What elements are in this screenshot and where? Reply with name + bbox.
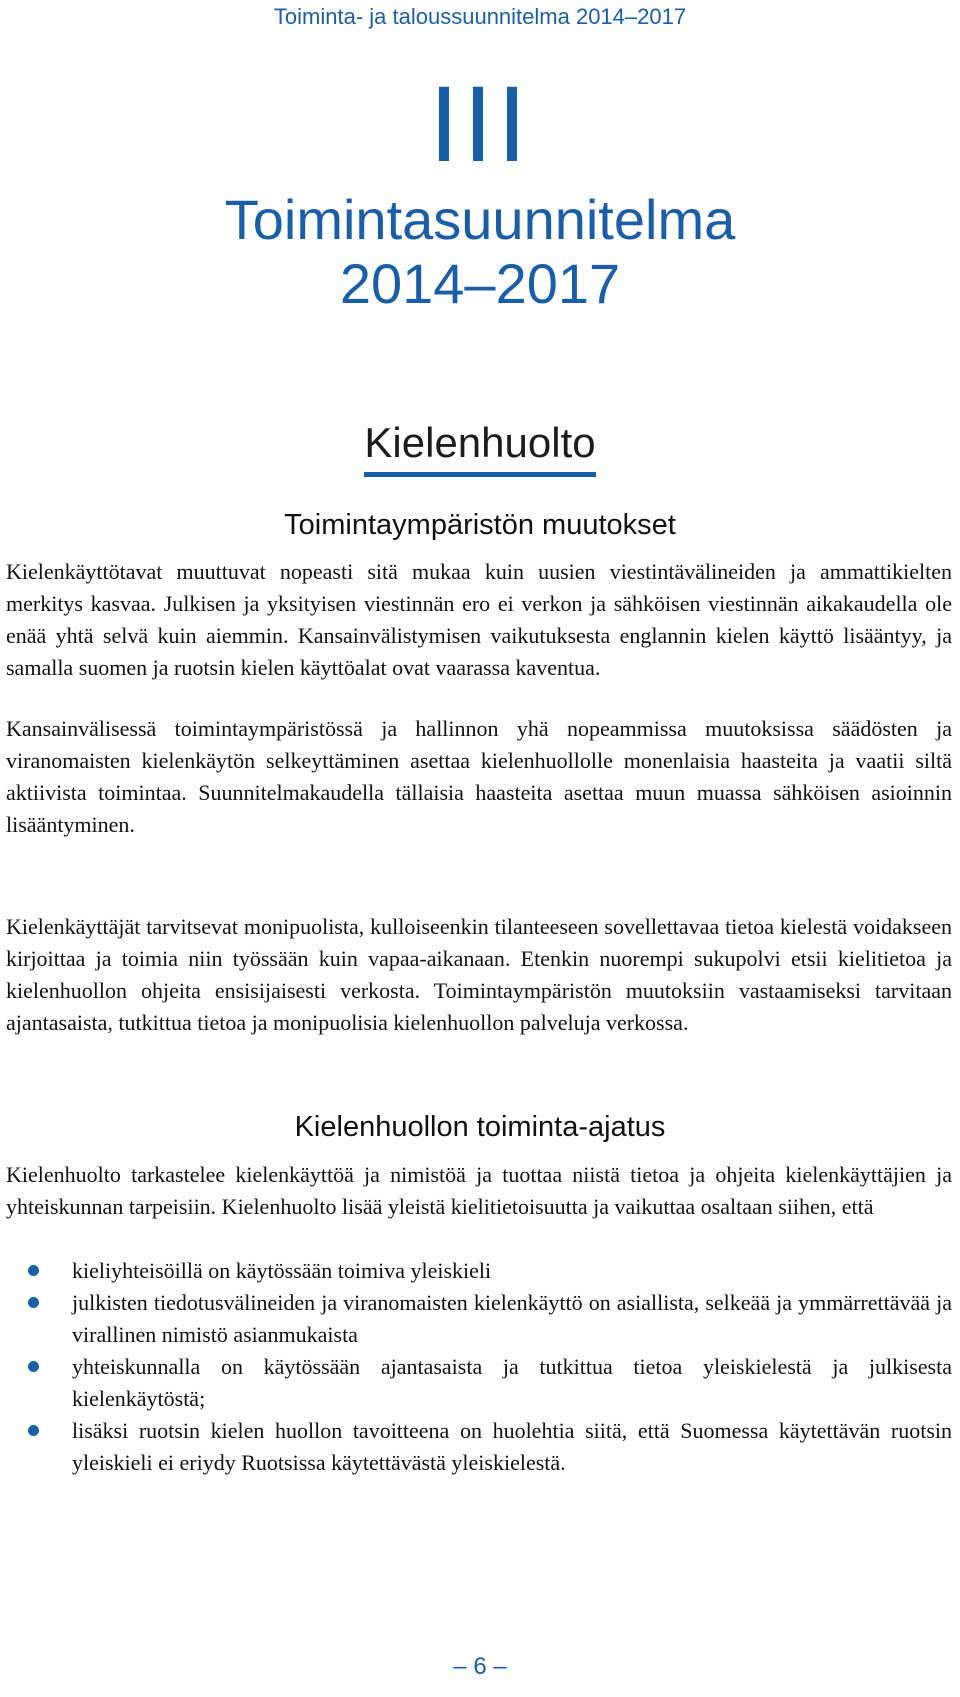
paragraph-text: Kielenhuolto tarkastelee kielenkäyttöä ja nimistöä ja tuottaa niistä tietoa ja ohjeita kielenkäyttäjien ja yhteiskunnan tarpeisiin. Kielenhuolto lisää yleistä kielitietoisuutta ja vaikuttaa osaltaan siihen, että bbox=[6, 1162, 952, 1219]
list-item-text: julkisten tiedotusvälineiden ja viranomaisten kielenkäyttö on asiallista, selkeää ja ymmärrettävää ja virallinen nimistö asianmukaista bbox=[72, 1290, 952, 1347]
bullet-icon bbox=[28, 1265, 39, 1276]
paragraph-3 bbox=[6, 911, 952, 1039]
list-item bbox=[6, 1255, 952, 1287]
subsection-heading-2: Kielenhuollon toiminta-ajatus bbox=[294, 1111, 666, 1143]
running-header: Toiminta- ja taloussuunnitelma 2014–2017 bbox=[273, 4, 687, 29]
section-title-wrap bbox=[0, 418, 960, 477]
page-number: – 6 – bbox=[453, 1653, 507, 1680]
bullet-icon bbox=[28, 1361, 39, 1372]
paragraph-text: Kielenkäyttäjät tarvitsevat monipuolista, kulloiseenkin tilanteeseen sovellettavaa tietoa kielestä voidakseen kirjoittaa ja toimia niin työssään kuin vapaa-aikanaan. Etenkin nuorempi sukupolvi etsii kielitietoa ja kielenhuollon ohjeita ensisijaisesti verkosta. Toimintaympäristön muutoksiin vastaamiseksi tarvitaan ajantasaista, tutkittua tietoa ja monipuolisia kielenhuollon palveluja verkossa. bbox=[6, 914, 952, 1035]
chapter-title-line-1: Toimintasuunnitelma bbox=[224, 188, 736, 251]
paragraph-text: Kansainvälisessä toimintaympäristössä ja hallinnon yhä nopeammissa muutoksissa säädösten ja viranomaisten kielenkäytön selkeyttäminen asettaa kielenhuollolle monenlaisia haasteita ja vaatii siltä aktiivista toimintaa. Suunnitelmakaudella tällaisia haasteita asettaa muun muassa sähköisen asioinnin lisääntyminen. bbox=[6, 716, 952, 837]
paragraph-1 bbox=[6, 556, 952, 684]
list-item bbox=[6, 1287, 952, 1351]
subsection-heading-1: Toimintaympäristön muutokset bbox=[284, 509, 676, 541]
list-item bbox=[6, 1351, 952, 1415]
intro-paragraph bbox=[6, 1159, 952, 1223]
list-item bbox=[6, 1415, 952, 1479]
paragraph-2 bbox=[6, 713, 952, 841]
section-title: Kielenhuolto bbox=[364, 418, 595, 477]
list-item-text: yhteiskunnalla on käytössään ajantasaista ja tutkittua tietoa yleiskielestä ja julkisesta kielenkäytöstä; bbox=[72, 1354, 952, 1411]
list-item-text: lisäksi ruotsin kielen huollon tavoitteena on huolehtia siitä, että Suomessa käytettävän ruotsin yleiskieli ei eriydy Ruotsissa käytettävästä yleiskielestä. bbox=[72, 1418, 952, 1475]
chapter-title-line-2: 2014–2017 bbox=[339, 252, 621, 315]
bullet-icon bbox=[28, 1297, 39, 1308]
chapter-numeral: III bbox=[428, 63, 532, 184]
bullet-icon bbox=[28, 1425, 39, 1436]
bullet-list bbox=[6, 1255, 952, 1479]
list-item-text: kieliyhteisöillä on käytössään toimiva yleiskieli bbox=[72, 1258, 492, 1283]
chapter-title bbox=[0, 188, 960, 316]
paragraph-text: Kielenkäyttötavat muuttuvat nopeasti sitä mukaa kuin uusien viestintävälineiden ja ammattikielten merkitys kasvaa. Julkisen ja yksityisen viestinnän ero ei verkon ja sähköisen viestinnän aikakaudella ole enää yhtä selvä kuin aiemmin. Kansainvälistymisen vaikutuksesta englannin kielen käyttö lisääntyy, ja samalla suomen ja ruotsin kielen käyttöalat ovat vaarassa kaventua. bbox=[6, 559, 952, 680]
